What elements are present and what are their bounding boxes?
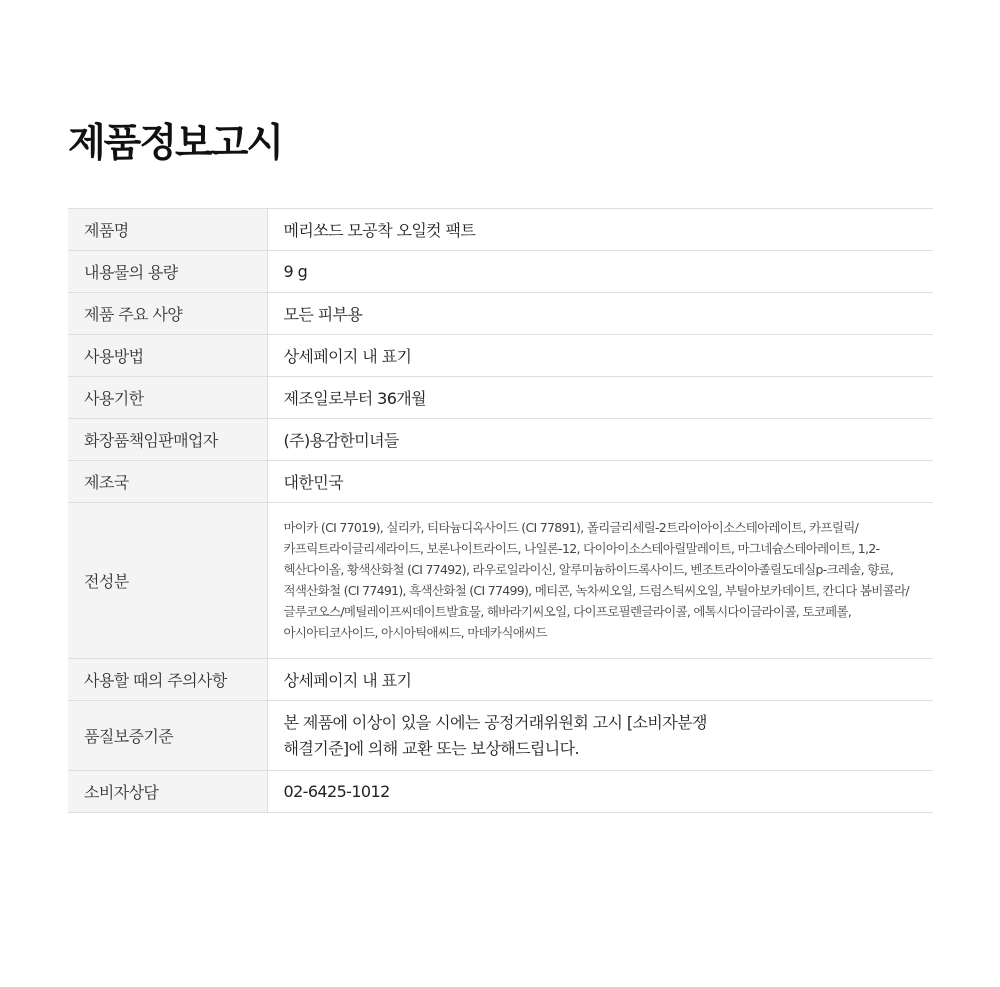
row-consult xyxy=(68,771,933,813)
row-expiry xyxy=(68,377,933,419)
row-capacity xyxy=(68,251,933,293)
row-precautions xyxy=(68,659,933,701)
row-product-name xyxy=(68,209,933,251)
label-product-name: 제품명 xyxy=(68,209,267,251)
row-usage xyxy=(68,335,933,377)
row-ingredients xyxy=(68,503,933,659)
value-seller: (주)용감한미녀들 xyxy=(283,431,399,450)
value-precautions: 상세페이지 내 표기 xyxy=(283,671,412,690)
label-ingredients: 전성분 xyxy=(68,503,267,659)
row-seller xyxy=(68,419,933,461)
label-expiry: 사용기한 xyxy=(68,377,267,419)
label-usage: 사용방법 xyxy=(68,335,267,377)
value-ingredients: 마이카 (CI 77019), 실리카, 티타늄디옥사이드 (CI 77891), 폴리글리세릴-2트라이아이소스테아레이트, 카프릴릭/카프릭트라이글리세라이드, 보론나이트라이드, 나일론-12, 다이아이소스테아릴말레이트, 마그네슘스테아레이트, 1,2-헥산다이올, 황색산화철 (CI 77492), 라우로일라이신, 알루미늄하이드록사이드, 벤조트라이아졸릴도데실p-크레솔, 향료, 적색산화철 (CI 77491), 흑색산화철 (CI 77499), 메티콘, 녹차씨오일, 드럼스틱씨오일, 부틸아보카데이트, 칸디다 봄비콜라/글루코오스/메틸레이프씨데이트발효물, 해바라기씨오일, 다이프로필렌글라이콜, 에톡시다이글라이콜, 토코페롤, 아시아티코사이드, 아시아틱애씨드, 마데카식애씨드 xyxy=(283,519,909,640)
row-main-spec xyxy=(68,293,933,335)
label-origin: 제조국 xyxy=(68,461,267,503)
label-quality: 품질보증기준 xyxy=(68,701,267,771)
page-title: 제품정보고시 xyxy=(68,121,283,166)
row-origin xyxy=(68,461,933,503)
value-quality xyxy=(267,701,933,771)
label-seller: 화장품책임판매업자 xyxy=(68,419,267,461)
value-origin: 대한민국 xyxy=(283,473,343,492)
label-main-spec: 제품 주요 사양 xyxy=(68,293,267,335)
product-info-table xyxy=(68,208,933,813)
value-main-spec: 모든 피부용 xyxy=(283,305,363,324)
quality-line-1: 본 제품에 이상이 있을 시에는 공정거래위원회 고시 [소비자분쟁 xyxy=(283,712,707,732)
value-product-name: 메리쏘드 모공착 오일컷 팩트 xyxy=(283,221,476,240)
label-precautions: 사용할 때의 주의사항 xyxy=(68,659,267,701)
value-usage: 상세페이지 내 표기 xyxy=(283,347,412,366)
value-capacity: 9 g xyxy=(283,262,308,281)
row-quality xyxy=(68,701,933,771)
value-consult: 02-6425-1012 xyxy=(283,782,390,801)
label-consult: 소비자상담 xyxy=(68,771,267,813)
quality-line-2: 해결기준]에 의해 교환 또는 보상해드립니다. xyxy=(283,738,579,758)
label-capacity: 내용물의 용량 xyxy=(68,251,267,293)
value-expiry: 제조일로부터 36개월 xyxy=(283,389,426,408)
